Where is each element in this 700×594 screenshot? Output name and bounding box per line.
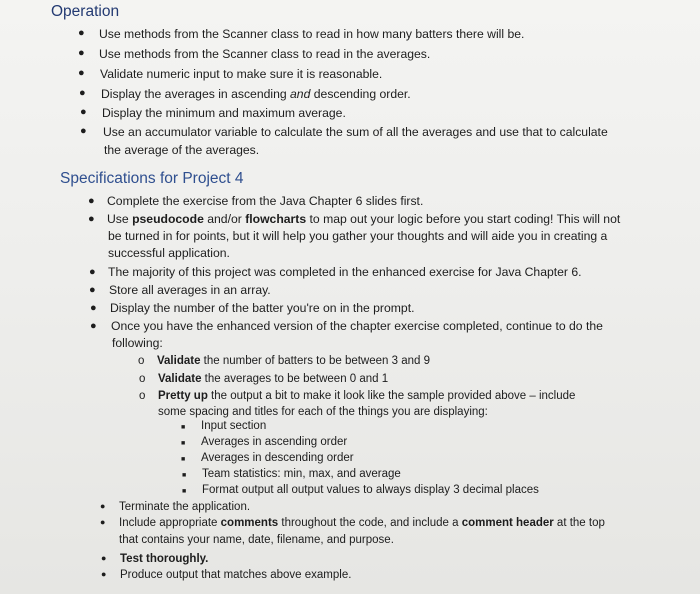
circle-bullet-icon: o [139, 390, 146, 402]
bullet-icon: ● [90, 320, 97, 332]
bullet-icon: ● [101, 569, 107, 579]
sub-item-2 [158, 371, 388, 387]
spec-item-4: Store all averages in an array. [109, 283, 271, 297]
text-bold: pseudocode [132, 212, 204, 226]
text: descending order. [310, 87, 411, 101]
square-bullet-icon: ■ [181, 440, 186, 447]
text-bold: flowcharts [245, 212, 307, 226]
spec-item-2-cont: be turned in for points, but it will help you gather your thoughts and will aide you in creating a [108, 229, 608, 243]
square-bullet-icon: ■ [181, 424, 186, 431]
bullet-icon: ● [100, 517, 106, 527]
text: Use [107, 212, 133, 226]
tail-item-2 [119, 515, 605, 531]
text: the output a bit to make it look like the sample provided above – include [207, 390, 576, 402]
text-bold: Validate [157, 355, 201, 367]
operation-item-3: Validate numeric input to make sure it is reasonable. [100, 67, 383, 81]
bullet-icon: ● [78, 67, 85, 79]
text: Display the averages in ascending [101, 87, 291, 101]
tail-item-3 [120, 551, 208, 567]
text: the number of batters to be between 3 and 9 [200, 355, 430, 367]
tail-item-4: Produce output that matches above example. [120, 569, 352, 581]
subsub-item-4: Team statistics: min, max, and average [202, 468, 401, 480]
bullet-icon: ● [79, 87, 86, 99]
bullet-icon: ● [80, 125, 87, 137]
section-title-operation: Operation [51, 3, 120, 20]
operation-item-6-cont: the average of the averages. [104, 143, 260, 157]
sub-item-3-cont: some spacing and titles for each of the things you are displaying: [158, 406, 488, 418]
spec-item-3: The majority of this project was completed in the enhanced exercise for Java Chapter 6. [108, 265, 582, 279]
text: to map out your logic before you start coding! This will not [306, 212, 621, 226]
text: and/or [203, 212, 246, 226]
operation-item-1: Use methods from the Scanner class to read in how many batters there will be. [99, 27, 525, 41]
operation-item-5: Display the minimum and maximum average. [102, 106, 346, 120]
bullet-icon: ● [100, 501, 106, 511]
subsub-item-3: Averages in descending order [201, 452, 354, 464]
sub-item-3 [158, 388, 575, 404]
section-title-specifications: Specifications for Project 4 [60, 170, 244, 187]
circle-bullet-icon: o [138, 355, 145, 367]
bullet-icon: ● [89, 266, 96, 278]
bullet-icon: ● [88, 195, 95, 207]
text-emphasis: and [290, 87, 311, 101]
spec-item-2 [107, 211, 620, 228]
bullet-icon: ● [88, 213, 95, 225]
spec-item-1: Complete the exercise from the Java Chapter 6 slides first. [107, 194, 424, 208]
text: throughout the code, and include a [278, 517, 462, 529]
operation-item-6: Use an accumulator variable to calculate the sum of all the averages and use that to calculate [103, 125, 608, 139]
text-bold: comments [220, 517, 279, 529]
spec-item-2-cont: successful application. [108, 246, 230, 260]
bullet-icon: ● [101, 553, 107, 563]
tail-item-2-cont: that contains your name, date, filename, and purpose. [119, 534, 394, 546]
spec-item-6: Once you have the enhanced version of the chapter exercise completed, continue to do the [111, 319, 603, 333]
subsub-item-1: Input section [201, 420, 267, 432]
bullet-icon: ● [90, 302, 97, 314]
square-bullet-icon: ■ [182, 488, 187, 495]
spec-item-5: Display the number of the batter you're on in the prompt. [110, 301, 415, 315]
text-bold: Test thoroughly. [120, 553, 209, 565]
tail-item-1: Terminate the application. [119, 501, 251, 513]
subsub-item-5: Format output all output values to always display 3 decimal places [202, 484, 539, 496]
text-bold: Validate [158, 373, 202, 385]
bullet-icon: ● [78, 27, 85, 39]
text: Include appropriate [119, 517, 221, 529]
text-bold: comment header [461, 517, 554, 529]
text: the averages to be between 0 and 1 [201, 373, 389, 385]
operation-item-2: Use methods from the Scanner class to read in the averages. [99, 47, 431, 61]
circle-bullet-icon: o [139, 373, 146, 385]
text-bold: Pretty up [158, 390, 208, 402]
text: at the top [553, 517, 605, 529]
bullet-icon: ● [80, 106, 87, 118]
square-bullet-icon: ■ [181, 456, 186, 463]
spec-item-6-cont: following: [112, 336, 163, 350]
square-bullet-icon: ■ [182, 472, 187, 479]
operation-item-4 [101, 86, 411, 103]
sub-item-1 [157, 353, 430, 369]
subsub-item-2: Averages in ascending order [201, 436, 348, 448]
bullet-icon: ● [78, 47, 85, 59]
bullet-icon: ● [89, 284, 96, 296]
